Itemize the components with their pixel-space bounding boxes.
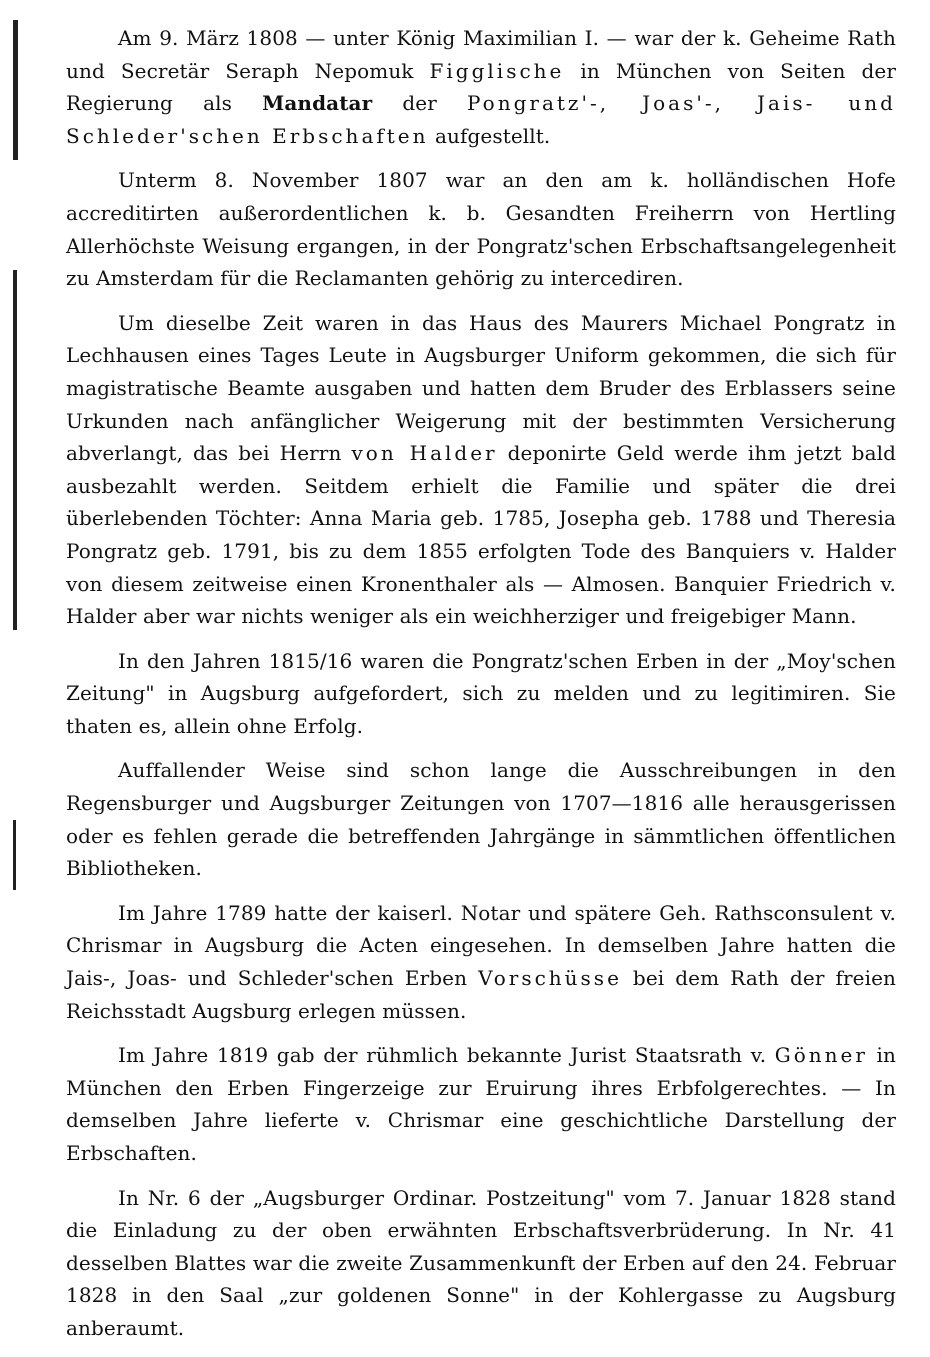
text-run: Unterm 8. November 1807 war an den am k. holländischen Hofe accreditirten außerordentlichen k. b. Gesandten Freiherrn von Hertling Allerhöchste Weisung ergangen, in der Pongratz'schen Erbschaftsangelegenheit zu Amsterdam für die Reclamanten gehörig zu intercediren.: [66, 168, 896, 291]
text-run-spaced: Figglische: [429, 58, 565, 83]
text-run-bold: Mandatar: [262, 91, 373, 116]
margin-scan-mark: [13, 20, 18, 160]
text-run: Am 9. März 1808 — unter König Maximilian I. — war der k. Geheime Rath und Secretär Seraph Nepomuk: [66, 26, 896, 83]
text-run-spaced: Gönner: [774, 1043, 868, 1068]
text-run: Auffallender Weise sind schon lange die Ausschreibungen in den Regensburger und Augsburger Zeitungen von 1707—1816 alle herausgerissen oder es fehlen gerade die betreffenden Jahrgänge in sämmtlichen öffentlichen Bibliotheken.: [66, 758, 896, 881]
text-run: in München von Seiten der Regierung als: [66, 58, 896, 116]
text-run: bei dem Rath der freien Reichsstadt Augsburg erlegen müssen.: [66, 966, 896, 1023]
text-run: in München den Erben Fingerzeige zur Eruirung ihres Erbfolgerechtes. — In demselben Jahre lieferte v. Chrismar eine geschichtliche Darstellung der Erbschaften.: [66, 1043, 897, 1165]
text-run: Im Jahre 1819 gab der rühmlich bekannte Jurist Staatsrath v.: [118, 1043, 775, 1068]
text-run: In den Jahren 1815/16 waren die Pongratz'schen Erben in der „Moy'schen Zeitung" in Augsburg aufgefordert, sich zu melden und zu legitimiren. Sie thaten es, allein ohne Erfolg.: [66, 648, 896, 738]
body-text: [66, 22, 896, 1357]
margin-scan-mark: [13, 270, 17, 630]
text-run: Im Jahre 1789 hatte der kaiserl. Notar und spätere Geh. Rathsconsulent v. Chrismar in Augsburg die Acten eingesehen. In demselben Jahre hatten die Jais-, Joas- und Schleder'schen Erben: [66, 900, 896, 991]
text-run-spaced: Pongratz'-, Joas'-, Jais- und Schleder'schen Erbschaften: [66, 91, 896, 148]
paragraph: [66, 307, 896, 633]
text-run-spaced: von Halder: [351, 441, 498, 466]
paragraph: [66, 1182, 896, 1345]
paragraph: [66, 22, 896, 152]
text-run: aufgestellt.: [428, 123, 551, 148]
text-run: In Nr. 6 der „Augsburger Ordinar. Postzeitung" vom 7. Januar 1828 stand die Einladung zu der oben erwähnten Erbschaftsverbrüderung. In Nr. 41 desselben Blattes war die zweite Zusammenkunft der Erben auf den 24. Februar 1828 in den Saal „zur goldenen Sonne" in der Kohlergasse zu Augsburg anberaumt.: [66, 1185, 896, 1340]
paragraph: [66, 897, 896, 1027]
paragraph: [66, 164, 896, 294]
text-run: Um dieselbe Zeit waren in das Haus des Maurers Michael Pongratz in Lechhausen eines Tages Leute in Augsburger Uniform gekommen, die sich für magistratische Beamte ausgaben und hatten dem Bruder des Erblassers seine Urkunden nach anfänglicher Weigerung mit der bestimmten Versicherung abverlangt, das bei Herrn: [66, 310, 896, 466]
text-run: der: [372, 91, 468, 116]
margin-scan-mark: [13, 820, 16, 890]
paragraph: [66, 1039, 896, 1169]
text-run: deponirte Geld werde ihm jetzt bald ausbezahlt werden. Seitdem erhielt die Familie und später die drei überlebenden Töchter: Anna Maria geb. 1785, Josepha geb. 1788 und Theresia Pongratz geb. 1791, bis zu dem 1855 erfolgten Tode des Banquiers v. Halder von diesem zeitweise einen Kronenthaler als — Almosen. Banquier Friedrich v. Halder aber war nichts weniger als ein weichherziger und freigebiger Mann.: [66, 441, 897, 629]
text-run-spaced: Vorschüsse: [478, 966, 622, 991]
paragraph: [66, 754, 896, 884]
paragraph: [66, 645, 896, 743]
